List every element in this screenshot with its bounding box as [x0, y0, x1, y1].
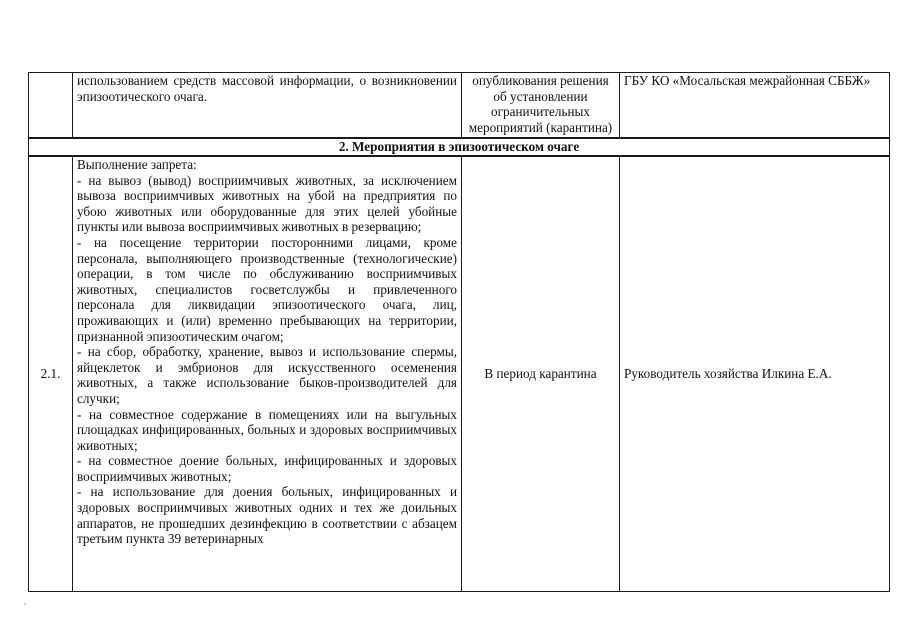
document-table — [28, 72, 890, 592]
scan-speck — [24, 603, 26, 605]
measure-line: Выполнение запрета: — [77, 157, 197, 172]
section-header-row — [29, 138, 890, 156]
term-cell: В период карантина — [462, 156, 620, 592]
measure-line: - на вывоз (вывод) восприимчивых животных, за исключением вывоза восприимчивых животных на убой на предприятия по убою животных или оборудованные для этих целей убойные пункты или вывоза восприимчивых животных в резервацию; — [77, 172, 457, 235]
measure-line: - на сбор, обработку, хранение, вывоз и использование спермы, яйцеклеток и эмбрионов для искусственного осеменения животных, а также использование быков-производителей для случки; — [77, 344, 457, 406]
measure-line: - на посещение территории посторонними лицами, кроме персонала, выполняющего производственные (технологические) операции, в том числе по обслуживанию восприимчивых животных, специалистов госветслужбы и привлеченного персонала для ликвидации эпизоотического очага, лиц, проживающих и (или) временно пребывающих на территории, признанной эпизоотическим очагом; — [77, 234, 457, 344]
table-row — [29, 156, 890, 592]
responsible-cell: ГБУ КО «Мосальская межрайонная СББЖ» — [620, 73, 890, 139]
measure-cell — [73, 156, 462, 592]
responsible-cell: Руководитель хозяйства Илкина Е.А. — [620, 156, 890, 592]
measure-line: - на совместное доение больных, инфицированных и здоровых восприимчивых животных; — [77, 453, 457, 484]
row-number-cell — [29, 73, 73, 139]
measure-line: - на совместное содержание в помещениях или на выгульных площадках инфицированных, больных и здоровых восприимчивых животных; — [77, 406, 457, 453]
term-cell: опубликования решения об установлении ограничительных мероприятий (карантина) — [462, 73, 620, 139]
section-title: 2. Мероприятия в эпизоотическом очаге — [29, 138, 890, 156]
measure-cell: использованием средств массовой информации, о возникновении эпизоотического очага. — [73, 73, 462, 139]
row-number-cell: 2.1. — [29, 156, 73, 592]
measure-text-block — [77, 157, 457, 591]
measure-line: - на использование для доения больных, инфицированных и здоровых восприимчивых животных одних и тех же доильных аппаратов, не прошедших дезинфекцию в соответствии с абзацем третьим пункта 39 ветеринарных — [77, 484, 457, 547]
table-row — [29, 73, 890, 139]
